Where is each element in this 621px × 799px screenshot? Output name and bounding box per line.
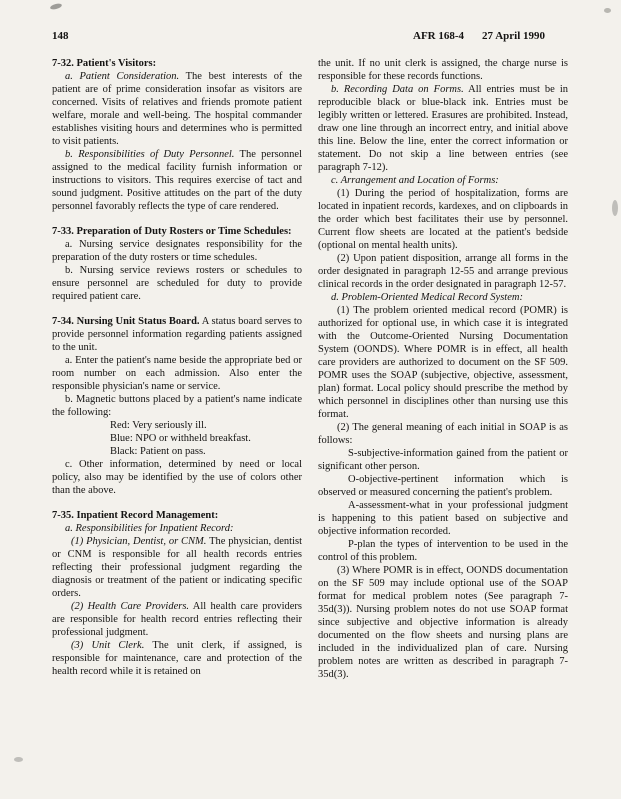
scan-artifact <box>612 200 618 216</box>
text-run: 7-32. Patient's Visitors: <box>52 58 157 69</box>
text-run: S-subjective-information gained from the patient or significant other person. <box>318 448 568 472</box>
text-run: Blue: NPO or withheld breakfast. <box>110 433 251 444</box>
doc-id: AFR 168-4 <box>413 30 465 42</box>
text-run: a. Responsibilities for Inpatient Record: <box>65 523 234 534</box>
paragraph <box>318 291 568 304</box>
text-run: (1) Physician, Dentist, or CNM. <box>71 536 207 547</box>
paragraph <box>318 499 568 538</box>
scan-artifact <box>50 3 63 11</box>
text-run: d. Problem-Oriented Medical Record System: <box>331 292 523 303</box>
paragraph <box>52 445 302 458</box>
text-run: a. Patient Consideration. <box>65 71 180 82</box>
paragraph <box>318 57 568 83</box>
text-run: b. Responsibilities of Duty Personnel. <box>65 149 235 160</box>
paragraph <box>52 522 302 535</box>
right-column <box>318 57 568 681</box>
paragraph <box>52 238 302 264</box>
paragraph <box>52 148 302 213</box>
paragraph <box>52 225 302 238</box>
paragraph <box>318 187 568 252</box>
text-run: The personnel assigned to the medical facility furnish information or instructions to visitors. This requires exercise of tact and sound judgment. Positive attitudes on the part of the duty personnel favorably reflects the type of care rendered. <box>52 149 302 212</box>
paragraph <box>52 315 302 354</box>
text-run: (1) During the period of hospitalization, forms are located in inpatient records, kardexes, and on clipboards in the order which best facilitates their use by personnel. Current flow sheets are located at the patient's bedside (optional on mental health units). <box>318 188 568 251</box>
text-run: a. Nursing service designates responsibility for the preparation of the duty rosters or time schedules. <box>52 239 302 263</box>
paragraph <box>52 458 302 497</box>
text-run: 7-33. Preparation of Duty Rosters or Time Schedules: <box>52 226 292 237</box>
text-run: O-objective-pertinent information which is observed or measured concerning the patient's problem. <box>318 474 568 498</box>
text-run: (3) Where POMR is in effect, OONDS documentation on the SF 509 may include optional use of the SOAP format for medical problem notes (See paragraph 7-35d(3)). Nursing problem notes do not use SOAP format since subjective and objective information is already documented on the flow sheets and nursing plans are included in the individualized plan of care. Nursing problem notes are written as described in paragraph 7-35d(3). <box>318 565 568 680</box>
paragraph <box>52 509 302 522</box>
text-run: 7-34. Nursing Unit Status Board. <box>52 316 200 327</box>
paragraph <box>318 538 568 564</box>
scan-artifact <box>14 757 23 762</box>
paragraph <box>318 174 568 187</box>
left-column <box>52 57 302 681</box>
paragraph <box>318 304 568 421</box>
text-run: All entries must be in reproducible black or blue-black ink. Entries must be legibly written or lettered. Erasures are prohibited. Instead, draw one line through an incorrect entry, and initial above this line. Below the line, enter the correct information or statement. Do not skip a line between entries (see paragraph 7-12). <box>318 84 568 173</box>
paragraph <box>318 83 568 174</box>
paragraph <box>52 264 302 303</box>
text-run: A status board serves to provide personnel information regarding patients assigned to the unit. <box>52 316 303 353</box>
text-run: Black: Patient on pass. <box>110 446 206 457</box>
text-run: b. Recording Data on Forms. <box>331 84 464 95</box>
paragraph <box>52 57 302 70</box>
text-run: (2) Upon patient disposition, arrange all forms in the order designated in paragraph 12-55 and arrange previous clinical records in the order designated in paragraph 12-57. <box>318 253 568 290</box>
text-run: c. Other information, determined by need or local policy, also may be identified by the use of colors other than the above. <box>52 459 302 496</box>
paragraph <box>52 354 302 393</box>
page-number: 148 <box>52 30 69 42</box>
text-run: 7-35. Inpatient Record Management: <box>52 510 219 521</box>
text-run: c. Arrangement and Location of Forms: <box>331 175 499 186</box>
two-column-body <box>52 57 568 681</box>
paragraph <box>318 564 568 681</box>
paragraph <box>52 432 302 445</box>
text-run: The best interests of the patient are of prime consideration insofar as visitors are concerned. Visits of relatives and friends promote patient welfare, morale and well-being. The hospital commander establishes visiting hours and determines who is permitted to visit patients. <box>52 71 302 147</box>
paragraph <box>318 421 568 447</box>
paragraph <box>52 600 302 639</box>
text-run: Red: Very seriously ill. <box>110 420 207 431</box>
text-run: P-plan the types of intervention to be used in the control of this problem. <box>318 539 568 563</box>
paragraph <box>52 639 302 678</box>
text-run: b. Magnetic buttons placed by a patient's name indicate the following: <box>52 394 302 418</box>
doc-date: 27 April 1990 <box>482 30 545 42</box>
text-run: A-assessment-what in your professional judgment is happening to this patient based on subjective and objective information recorded. <box>318 500 568 537</box>
text-run: (1) The problem oriented medical record (POMR) is authorized for optional use, in which case it is integrated with the Outcome-Oriented Nursing Documentation System (OONDS). Where POMR is in effect, all health care providers are authorized to document on the SF 509. POMR uses the SOAP (subjective, objective, assessment, plan) format. Local policy should prescribe the method by which personnel in disciplines other than nursing use this format. <box>318 305 568 420</box>
text-run: b. Nursing service reviews rosters or schedules to ensure personnel are scheduled for duty to provide required patient care. <box>52 265 302 302</box>
text-run: The unit clerk, if assigned, is responsible for maintenance, care and protection of the health record while it is retained on <box>52 640 302 677</box>
paragraph <box>318 473 568 499</box>
page-header <box>52 30 568 42</box>
header-right <box>413 30 545 42</box>
text-run: The physician, dentist or CNM is responsible for all health records entries reflecting their professional judgment regarding the diagnosis or treatment of the patient or indicating specific orders. <box>52 536 302 599</box>
text-run: (2) Health Care Providers. <box>71 601 190 612</box>
scan-artifact <box>604 8 611 13</box>
text-run: (3) Unit Clerk. <box>71 640 145 651</box>
paragraph <box>52 70 302 148</box>
text-run: All health care providers are responsible for health record entries reflecting their professional judgment. <box>52 601 302 638</box>
paragraph <box>52 535 302 600</box>
paragraph <box>318 252 568 291</box>
paragraph <box>52 419 302 432</box>
paragraph <box>52 393 302 419</box>
text-run: (2) The general meaning of each initial in SOAP is as follows: <box>318 422 568 446</box>
text-run: the unit. If no unit clerk is assigned, the charge nurse is responsible for these records functions. <box>318 58 568 82</box>
text-run: a. Enter the patient's name beside the appropriate bed or room number on each admission. Also enter the responsible physician's name or service. <box>52 355 302 392</box>
paragraph <box>318 447 568 473</box>
